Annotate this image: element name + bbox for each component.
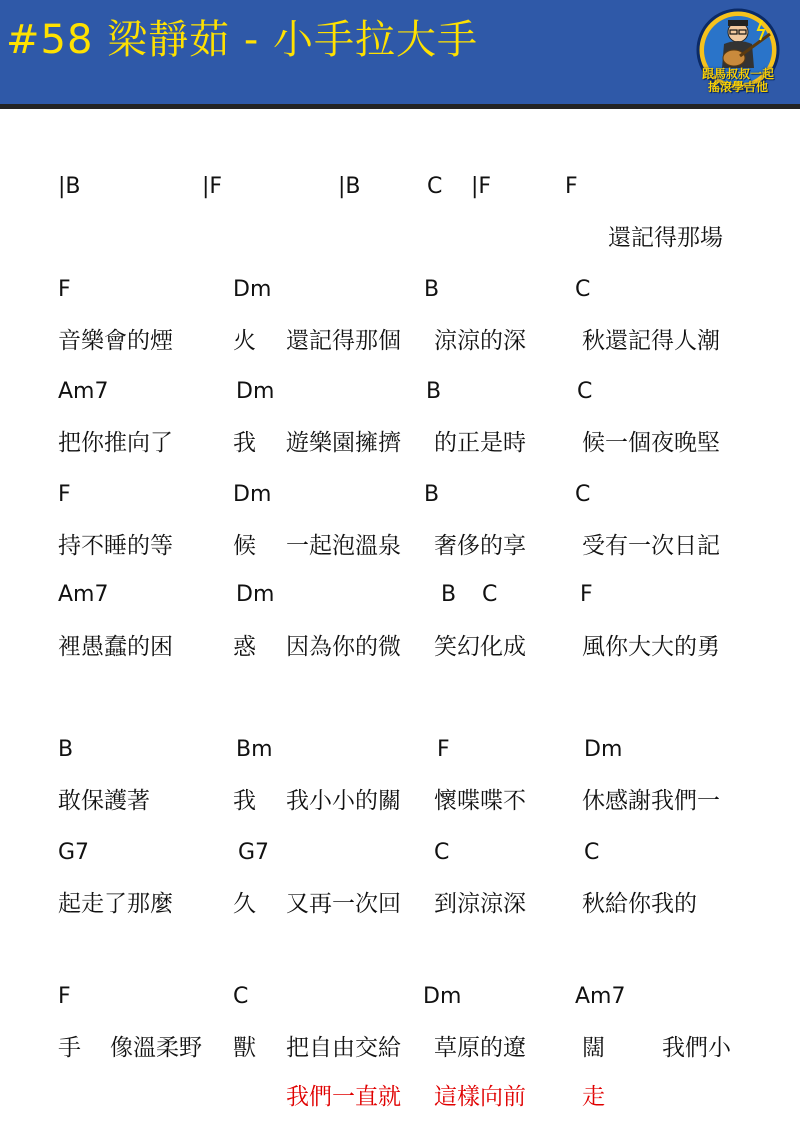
chord: C (434, 840, 450, 865)
lyric-segment: 草原的遼 (434, 1035, 526, 1061)
lyric-segment: 還記得那場 (608, 225, 723, 251)
lyric-segment: 的正是時 (434, 430, 526, 456)
chord: G7 (238, 840, 270, 865)
lyric-segment: 候一個夜晚堅 (582, 430, 720, 456)
lyric-row (0, 1033, 800, 1063)
chord-row (0, 480, 800, 510)
lyric-row (0, 786, 800, 816)
chord: |F (471, 174, 492, 199)
lyric-segment: 音樂會的煙 (58, 328, 173, 354)
lyric-segment: 我 (233, 788, 256, 814)
lyric-row (0, 889, 800, 919)
chord: F (565, 174, 578, 199)
chord: F (58, 277, 71, 302)
chord: C (427, 174, 443, 199)
chord: C (575, 277, 591, 302)
lyric-segment: 到涼涼深 (434, 891, 526, 917)
chord: C (577, 379, 593, 404)
chord: F (437, 737, 450, 762)
chord: B (58, 737, 74, 762)
lyric-segment: 我 (233, 430, 256, 456)
chord: B (424, 482, 440, 507)
lyric-segment: 久 (233, 891, 256, 917)
lyric-row (0, 326, 800, 356)
chord: Am7 (575, 984, 626, 1009)
chord: F (58, 482, 71, 507)
lyric-segment: 惑 (233, 634, 256, 660)
chord: |B (338, 174, 361, 199)
lyric-segment: 又再一次回 (286, 891, 401, 917)
lyric-segment-red: 我們一直就 (286, 1084, 401, 1110)
lyric-segment: 闊 (582, 1035, 605, 1061)
chord: Dm (584, 737, 623, 762)
logo-text-line1: 跟馬叔叔一起 (701, 67, 774, 81)
chord-row (0, 172, 800, 202)
chord-row (0, 275, 800, 305)
lyric-segment: 一起泡溫泉 (286, 533, 401, 559)
lyric-segment: 因為你的微 (286, 634, 401, 660)
chord: F (580, 582, 593, 607)
chord: Dm (233, 277, 272, 302)
chord: B (426, 379, 442, 404)
lyric-row (0, 428, 800, 458)
lyric-segment: 涼涼的深 (434, 328, 526, 354)
lyric-segment: 持不睡的等 (58, 533, 173, 559)
lyric-segment: 我小小的關 (286, 788, 401, 814)
lyric-segment: 火 (233, 328, 256, 354)
lyric-segment: 懷喋喋不 (434, 788, 526, 814)
lyric-row (0, 223, 800, 253)
lyric-segment: 獸 (233, 1035, 256, 1061)
chord: B (424, 277, 440, 302)
lyric-row (0, 632, 800, 662)
lyric-segment-red: 這樣向前 (434, 1084, 526, 1110)
lyric-segment: 我們小 (662, 1035, 731, 1061)
chord: Dm (236, 582, 275, 607)
lyric-segment: 受有一次日記 (582, 533, 720, 559)
lyric-segment: 裡愚蠢的困 (58, 634, 173, 660)
chord: C (233, 984, 249, 1009)
lyric-segment: 休感謝我們一 (582, 788, 720, 814)
chord-row (0, 377, 800, 407)
lyric-segment: 秋給你我的 (582, 891, 697, 917)
chord: |B (58, 174, 81, 199)
chord: C (575, 482, 591, 507)
chord: |F (202, 174, 223, 199)
chord: C (482, 582, 498, 607)
chord: B (441, 582, 457, 607)
lyric-segment: 奢侈的享 (434, 533, 526, 559)
chord-row (0, 735, 800, 765)
logo-text (688, 68, 788, 94)
chord-row (0, 580, 800, 610)
lyric-row-highlight (0, 1082, 800, 1112)
lyric-segment: 還記得那個 (286, 328, 401, 354)
chord-row (0, 982, 800, 1012)
lyric-segment: 像溫柔野 (110, 1035, 202, 1061)
chord: Dm (233, 482, 272, 507)
logo-text-line2: 搖滾學吉他 (707, 80, 768, 94)
song-title: #58 梁靜茹 - 小手拉大手 (6, 17, 478, 63)
chord: C (584, 840, 600, 865)
chord: Dm (423, 984, 462, 1009)
lyric-segment: 敢保護著 (58, 788, 150, 814)
lyric-segment: 遊樂園擁擠 (286, 430, 401, 456)
lyric-segment: 把你推向了 (58, 430, 173, 456)
header-rule (0, 104, 800, 109)
lyric-segment: 笑幻化成 (434, 634, 526, 660)
chord: Am7 (58, 379, 109, 404)
lyric-segment: 風你大大的勇 (582, 634, 720, 660)
lyric-segment: 手 (58, 1035, 81, 1061)
header-banner (0, 0, 800, 104)
lyric-row (0, 531, 800, 561)
lyric-segment: 候 (233, 533, 256, 559)
logo (688, 8, 788, 100)
chord-row (0, 838, 800, 868)
lyric-segment: 起走了那麼 (58, 891, 173, 917)
chord: Bm (236, 737, 273, 762)
chord: Dm (236, 379, 275, 404)
lyric-segment: 把自由交給 (286, 1035, 401, 1061)
lyric-segment-red: 走 (582, 1084, 605, 1110)
chord: G7 (58, 840, 90, 865)
chord: Am7 (58, 582, 109, 607)
chord: F (58, 984, 71, 1009)
lyric-segment: 秋還記得人潮 (582, 328, 720, 354)
